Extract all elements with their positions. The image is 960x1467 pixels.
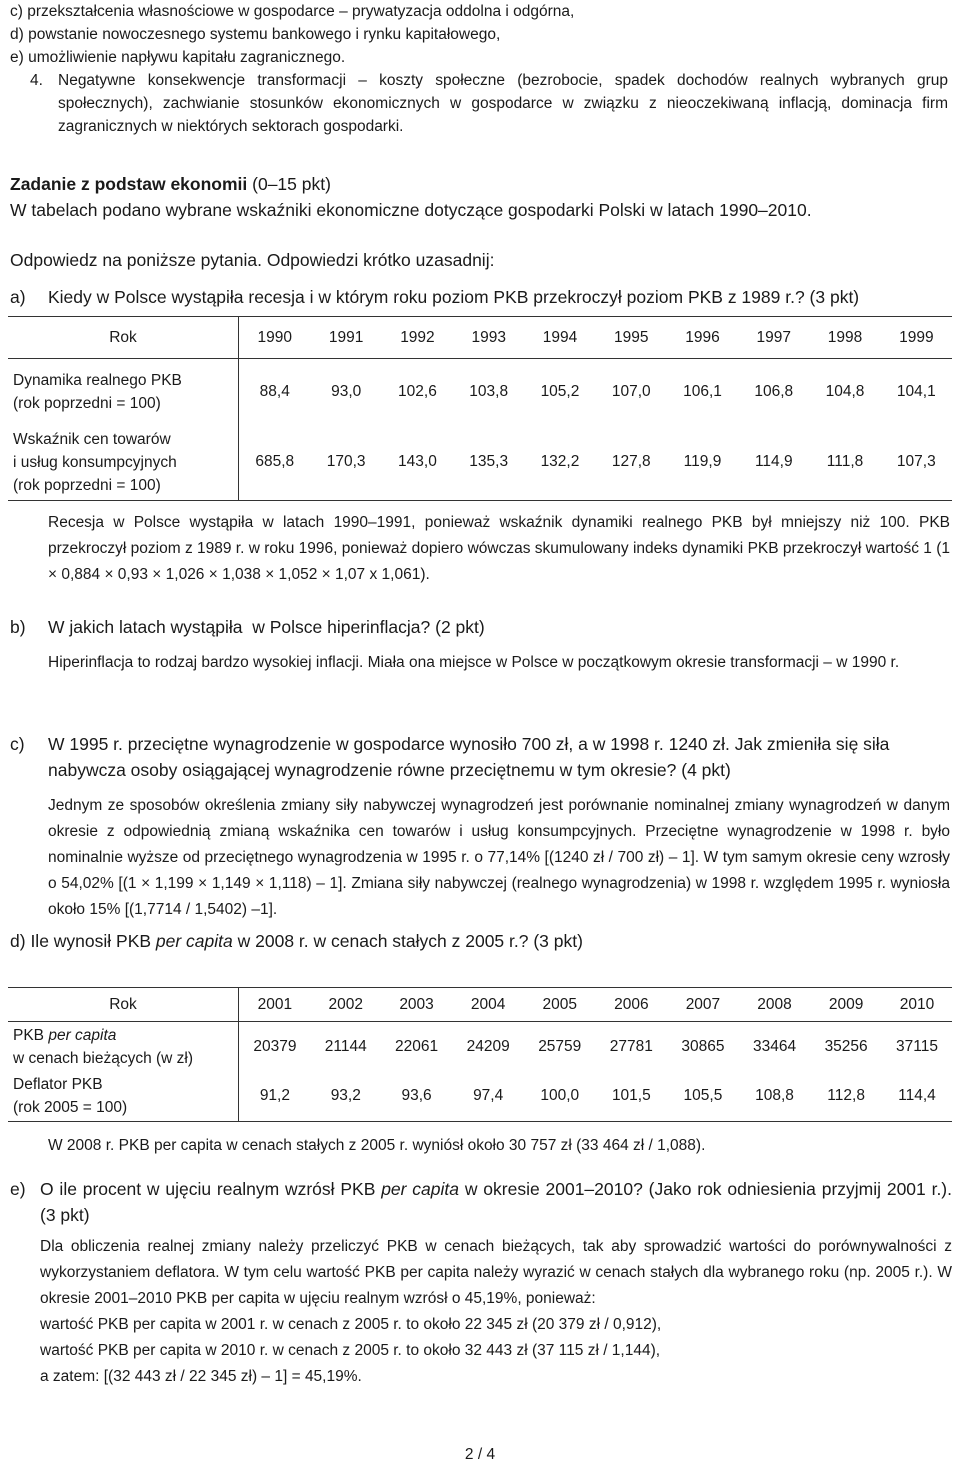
value-cell: 37115	[895, 1037, 938, 1055]
question-d-text-end: w 2008 r. w cenach stałych z 2005 r.? (3 pkt)	[232, 931, 583, 951]
row-label-line: (rok poprzedni = 100)	[13, 476, 161, 494]
table-gdp-per-capita	[8, 987, 952, 1122]
intro-list	[10, 0, 950, 69]
row-label	[8, 1022, 239, 1072]
answer-e-line: a zatem: [(32 443 zł / 22 345 zł) – 1] = 45,19%.	[40, 1368, 362, 1385]
value-cell: 685,8	[255, 453, 295, 471]
answer-b: Hiperinflacja to rodzaj bardzo wysokiej inflacji. Miała ona miejsce w Polsce w początkowym okresie transformacji – w 1990 r.	[48, 654, 900, 671]
question-e	[40, 1176, 952, 1228]
value-cell: 170,3	[326, 453, 366, 471]
value-cell: 105,2	[540, 382, 580, 400]
value-cell: 33464	[752, 1037, 797, 1055]
header-label: Rok	[8, 988, 239, 1022]
row-label	[8, 1072, 239, 1122]
value-cell: 107,3	[896, 453, 936, 471]
value-cell: 127,8	[611, 453, 651, 471]
value-cell: 104,8	[825, 382, 865, 400]
question-d	[10, 928, 955, 954]
year-cell: 1998	[827, 328, 863, 346]
year-cell: 1997	[756, 328, 791, 346]
task-intro: W tabelach podano wybrane wskaźniki ekonomiczne dotyczące gospodarki Polski w latach 1990–2010.	[10, 200, 812, 220]
value-cell: 135,3	[469, 453, 509, 471]
header-label: Rok	[8, 317, 239, 359]
year-cell: 2008	[757, 995, 792, 1013]
row-label-line: Dynamika realnego PKB	[13, 371, 182, 389]
year-cell: 2003	[399, 995, 434, 1013]
answer-c: Jednym ze sposobów określenia zmiany siły nabywczej wynagrodzeń jest porównanie nominalnej zmiany wynagrodzeń w danym okresie z odpowiednią zmianą wskaźnika cen towarów i usług konsumpcyjnych. Przeciętne wynagrodzenie w 1998 r. było nominalnie wyższe od przeciętnego wynagrodzenia w 1995 r. o 77,14% [(1240 zł / 700 zł) – 1]. W tym samym okresie ceny wzrosły o 54,02% [(1 × 1,199 × 1,149 × 1,118) – 1]. Zmiana siły nabywczej (realnego wynagrodzenia) w 1998 r. względem 1995 r. wyniosła około 15% [(1,7714 / 1,5402) –1].	[48, 797, 950, 918]
year-cell: 1994	[542, 328, 578, 346]
year-cell: 2009	[828, 995, 864, 1013]
list-item-e: e) umożliwienie napływu kapitału zagranicznego.	[10, 49, 346, 66]
value-cell: 102,6	[398, 382, 437, 400]
question-d-text	[30, 931, 583, 951]
year-cell: 2002	[328, 995, 364, 1013]
table-row	[8, 425, 952, 501]
value-cell: 20379	[253, 1037, 297, 1055]
value-cell: 112,8	[827, 1087, 865, 1105]
row-label-italic: per capita	[48, 1026, 117, 1044]
value-cell: 88,4	[259, 382, 290, 400]
value-cell: 93,0	[331, 382, 362, 400]
year-cell: 1990	[257, 328, 292, 346]
task-points: (0–15 pkt)	[252, 174, 331, 194]
year-cell: 2006	[614, 995, 649, 1013]
value-cell: 132,2	[540, 453, 580, 471]
list-item-c: c) przekształcenia własnościowe w gospodarce – prywatyzacja oddolna i odgórna,	[10, 3, 575, 20]
year-cell: 1995	[613, 328, 649, 346]
year-cell: 1991	[328, 328, 364, 346]
value-cell: 101,5	[611, 1087, 651, 1105]
value-cell: 22061	[395, 1037, 439, 1055]
value-cell: 24209	[466, 1037, 510, 1055]
list-item-d: d) powstanie nowoczesnego systemu bankowego i rynku kapitałowego,	[10, 26, 501, 43]
year-cell: 1992	[400, 328, 435, 346]
item-4-text: Negatywne konsekwencje transformacji – koszty społeczne (bezrobocie, spadek dochodów realnych wybranych grup społecznych), zachwianie stosunków ekonomicznych w gospodarce w związku z nieoczekiwaną inflacją, dominacja firm zagranicznych w niektórych sektorach gospodarki.	[58, 72, 948, 135]
answer-e-paragraph: Dla obliczenia realnej zmiany należy przeliczyć PKB w cenach bieżących, tak aby sprowadzić wartości do porównywalności z wykorzystaniem deflatora. W tym celu wartość PKB per capita należy wyrazić w cenach stałych dla wybranego roku (np. 2005 r.). W okresie 2001–2010 PKB per capita w ujęciu realnym wzrósł o 45,19%, ponieważ:	[40, 1238, 952, 1307]
answer-d: W 2008 r. PKB per capita w cenach stałych z 2005 r. wyniósł około 30 757 zł (33 464 zł / 1,088).	[48, 1137, 706, 1154]
value-cell: 35256	[824, 1037, 868, 1055]
task-title: Zadanie z podstaw ekonomii	[10, 174, 248, 194]
table-row	[8, 1022, 952, 1072]
value-cell: 111,8	[826, 453, 864, 471]
answer-e-line: wartość PKB per capita w 2010 r. w cenach z 2005 r. to około 32 443 zł (37 115 zł / 1,144),	[40, 1342, 661, 1359]
value-cell: 107,0	[611, 382, 651, 400]
task-heading	[10, 171, 950, 197]
value-cell: 97,4	[473, 1087, 504, 1105]
row-label	[8, 425, 239, 501]
question-a: Kiedy w Polsce wystąpiła recesja i w którym roku poziom PKB przekroczył poziom PKB z 1989 r.? (3 pkt)	[48, 287, 860, 307]
question-a-label: a)	[10, 287, 26, 307]
year-cell: 2007	[685, 995, 721, 1013]
item-4-number: 4.	[30, 72, 43, 89]
value-cell: 104,1	[896, 382, 936, 400]
year-cell: 2004	[470, 995, 506, 1013]
value-cell: 106,1	[683, 382, 722, 400]
task-instruction: Odpowiedz na poniższe pytania. Odpowiedzi krótko uzasadnij:	[10, 250, 495, 270]
value-cell: 114,9	[754, 453, 793, 471]
row-label-line: (rok 2005 = 100)	[13, 1099, 128, 1117]
value-cell: 106,8	[754, 382, 794, 400]
answer-a: Recesja w Polsce wystąpiła w latach 1990–1991, ponieważ wskaźnik dynamiki realnego PKB był mniejszy niż 100. PKB przekroczył poziom z 1989 r. w roku 1996, ponieważ dopiero wówczas skumulowany indeks dynamiki PKB przekroczył wartość 1 (1 × 0,884 × 0,93 × 1,026 × 1,038 × 1,052 × 1,07 x 1,061).	[48, 514, 950, 583]
question-b-label: b)	[10, 617, 26, 637]
value-cell: 27781	[609, 1037, 653, 1055]
row-label-line: i usług konsumpcyjnych	[13, 453, 177, 471]
row-label-line	[13, 1024, 234, 1047]
year-cell: 2001	[257, 995, 293, 1013]
row-label	[8, 359, 239, 425]
value-cell: 100,0	[540, 1087, 580, 1105]
value-cell: 108,8	[755, 1087, 794, 1105]
question-d-label: d)	[10, 931, 26, 951]
question-e-text-start: O ile procent w ujęciu realnym wzrósł PKB	[40, 1179, 382, 1199]
value-cell: 25759	[538, 1037, 582, 1055]
answer-e-line: wartość PKB per capita w 2001 r. w cenach z 2005 r. to około 22 345 zł (20 379 zł / 0,912),	[40, 1316, 662, 1333]
question-e-label: e)	[10, 1179, 26, 1199]
row-label-line: Wskaźnik cen towarów	[13, 430, 171, 448]
question-e-italic: per capita	[381, 1179, 460, 1199]
answer-e	[40, 1234, 952, 1390]
value-cell: 119,9	[683, 453, 722, 471]
value-cell: 143,0	[398, 453, 437, 471]
value-cell: 93,6	[401, 1087, 432, 1105]
year-cell: 2005	[542, 995, 577, 1013]
table-header-row	[8, 988, 952, 1022]
table-header-row	[8, 317, 952, 359]
question-c: W 1995 r. przeciętne wynagrodzenie w gospodarce wynosiło 700 zł, a w 1998 r. 1240 zł. Jak zmieniła się siła nabywcza osoby osiągającej wynagrodzenie równe przeciętnemu w tym okresie? (4 pkt)	[48, 734, 890, 780]
year-cell: 1999	[899, 328, 934, 346]
year-cell: 2010	[899, 995, 935, 1013]
row-label-line: w cenach bieżących (w zł)	[13, 1049, 194, 1067]
value-cell: 103,8	[469, 382, 509, 400]
question-d-italic: per capita	[155, 931, 233, 951]
value-cell: 30865	[681, 1037, 725, 1055]
question-d-text-start: Ile wynosił PKB	[30, 931, 156, 951]
row-label-text: PKB	[13, 1026, 49, 1044]
value-cell: 93,2	[330, 1087, 361, 1105]
year-cell: 1996	[685, 328, 720, 346]
value-cell: 105,5	[683, 1087, 723, 1105]
row-label-line: Deflator PKB	[13, 1076, 103, 1094]
value-cell: 21144	[324, 1037, 367, 1055]
question-c-label: c)	[10, 734, 25, 754]
value-cell: 114,4	[898, 1087, 936, 1105]
table-row	[8, 1072, 952, 1122]
year-cell: 1993	[471, 328, 506, 346]
table-gdp-dynamics	[8, 316, 952, 501]
row-label-line: (rok poprzedni = 100)	[13, 394, 161, 412]
question-b: W jakich latach wystąpiła w Polsce hiperinflacja? (2 pkt)	[48, 617, 485, 637]
question-e-text-end: w okresie 2001–2010? (Jako rok odniesienia przyjmij 2001 r.). (3 pkt)	[40, 1179, 952, 1225]
value-cell: 91,2	[259, 1087, 290, 1105]
table-row	[8, 359, 952, 425]
page-number: 2 / 4	[464, 1446, 496, 1463]
